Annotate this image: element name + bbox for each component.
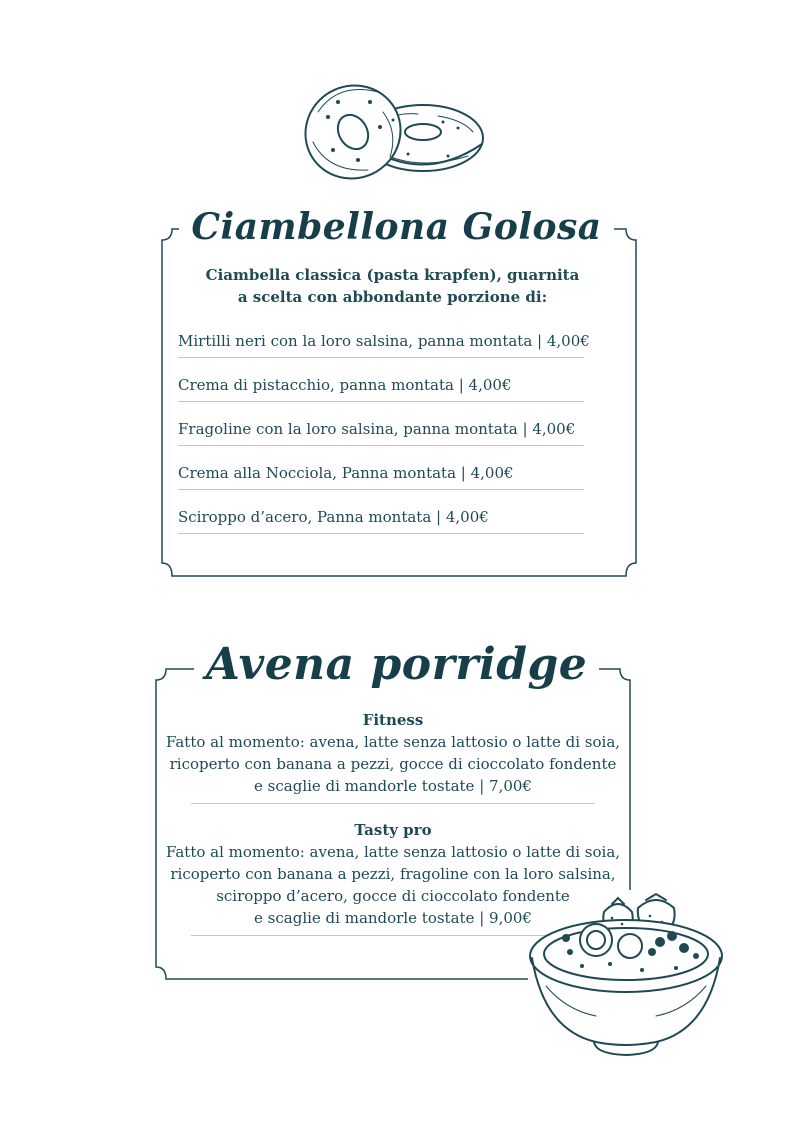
- ciambellona-item: Sciroppo d’acero, Panna montata | 4,00€: [178, 507, 584, 534]
- porridge-item-fitness: [160, 709, 626, 804]
- ciambellona-item: Fragoline con la loro salsina, panna montata | 4,00€: [178, 419, 584, 446]
- porridge-item-line: e scaglie di mandorle tostate | 9,00€: [254, 909, 532, 927]
- porridge-item-line: e scaglie di mandorle tostate | 7,00€: [254, 777, 532, 795]
- ciambellona-title: Ciambellona Golosa: [0, 205, 793, 249]
- ciambellona-item: Mirtilli neri con la loro salsina, panna montata | 4,00€: [178, 331, 584, 358]
- ciambellona-intro-line1: Ciambella classica (pasta krapfen), guarnita: [205, 266, 580, 284]
- porridge-title: Avena porridge: [0, 638, 793, 692]
- divider: [191, 803, 595, 804]
- porridge-bowl-illustration: [526, 890, 726, 1058]
- porridge-item-line: Fatto al momento: avena, latte senza lattosio o latte di soia,: [165, 843, 621, 861]
- porridge-item-name: Tasty pro: [354, 821, 432, 839]
- porridge-item-line: ricoperto con banana a pezzi, gocce di cioccolato fondente: [169, 755, 617, 773]
- ciambellona-item: Crema di pistacchio, panna montata | 4,00€: [178, 375, 584, 402]
- ciambellona-intro-line2: a scelta con abbondante porzione di:: [237, 288, 548, 306]
- porridge-item-line: ricoperto con banana a pezzi, fragoline con la loro salsina,: [170, 865, 616, 883]
- ciambellona-item: Crema alla Nocciola, Panna montata | 4,00€: [178, 463, 584, 490]
- porridge-item-name: Fitness: [362, 711, 424, 729]
- porridge-item-line: sciroppo d’acero, gocce di cioccolato fondente: [216, 887, 570, 905]
- porridge-item-line: Fatto al momento: avena, latte senza lattosio o latte di soia,: [165, 733, 621, 751]
